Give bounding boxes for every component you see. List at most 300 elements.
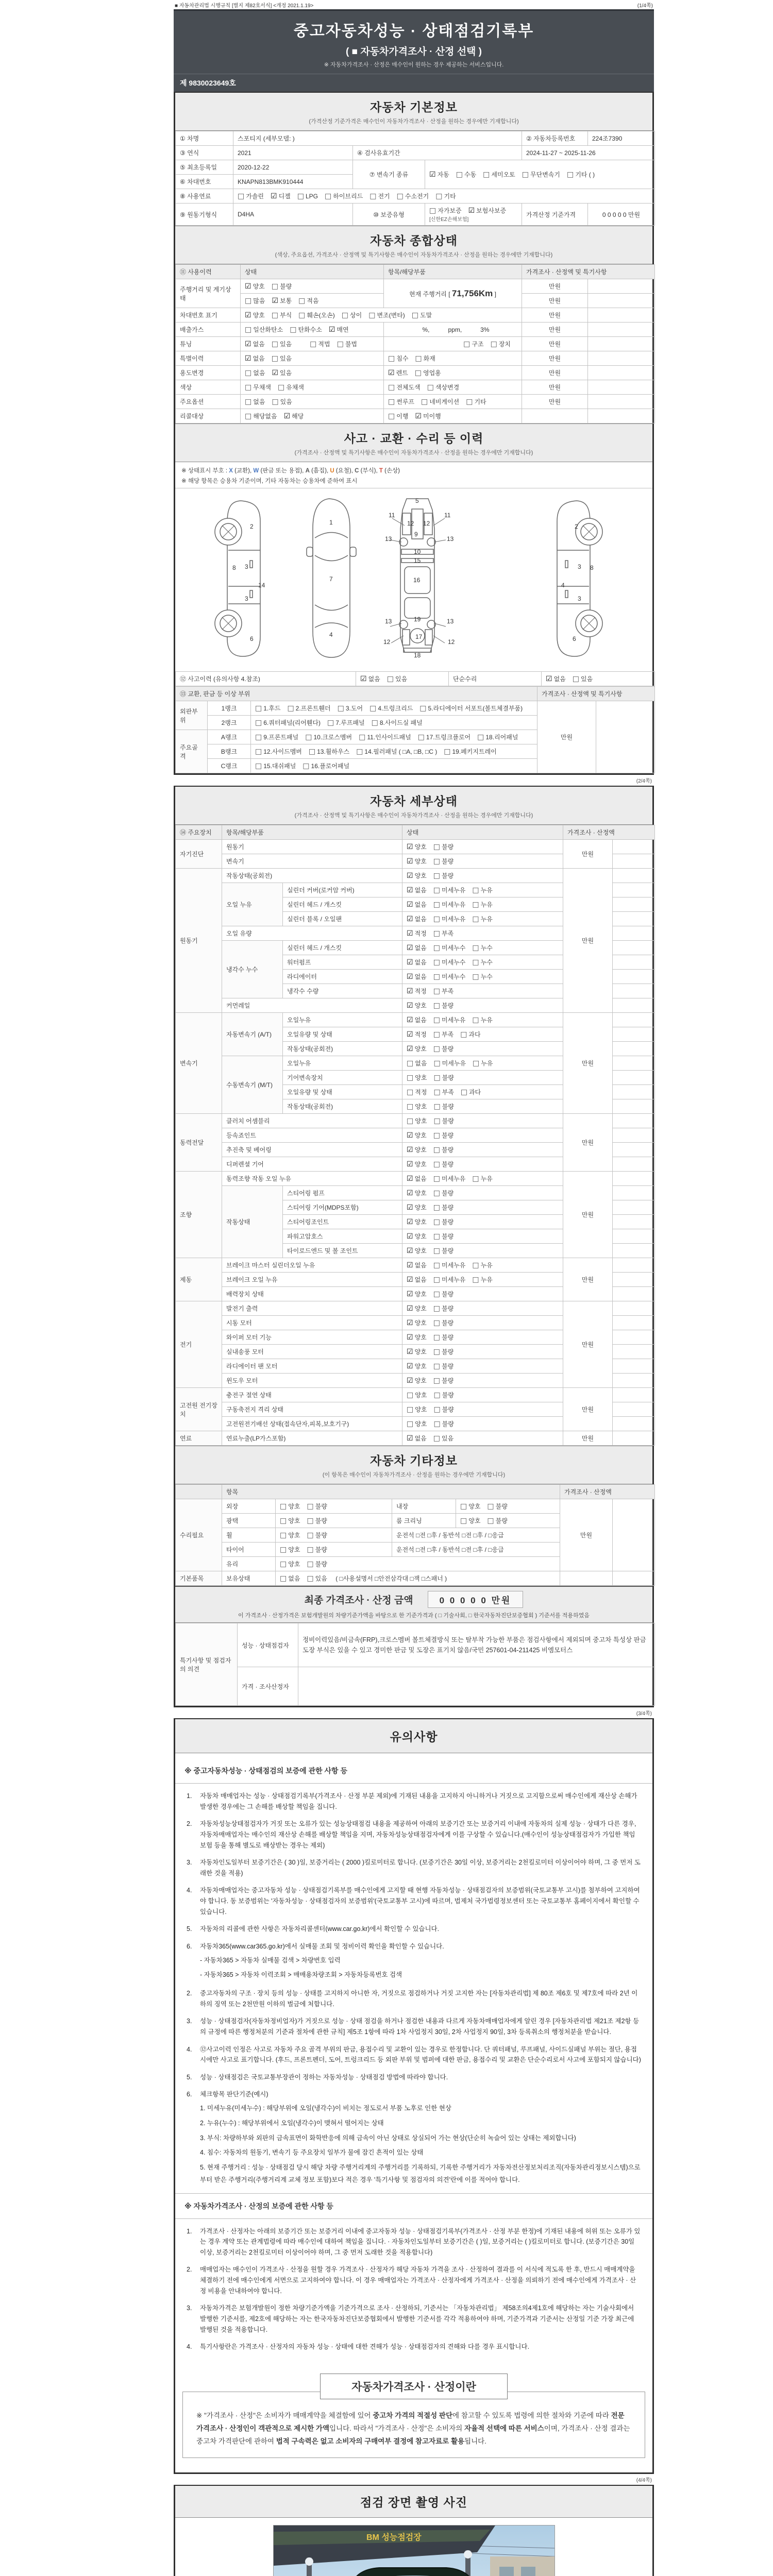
checkbox-unchecked[interactable]: □ 불량 xyxy=(433,1232,454,1241)
checkbox-unchecked[interactable]: □ 14.필러패널 ( □A, □B, □C ) xyxy=(356,748,438,756)
col-header: ⑭ 주요장치 xyxy=(176,825,222,840)
law-reference-note: ■ 자동차관리법 시행규칙 [별지 제82호서식] <개정 2021.1.19> xyxy=(175,3,314,9)
checkbox-unchecked[interactable]: □ 미세누유 xyxy=(433,1276,466,1284)
item-label: 오일유량 및 상태 xyxy=(283,1085,402,1099)
group-label: 수리필요 xyxy=(176,1499,222,1571)
item-options xyxy=(384,337,522,351)
state-options xyxy=(402,1359,563,1374)
price-cell: 만원 xyxy=(537,701,596,773)
checkbox-unchecked[interactable]: □ 미세누수 xyxy=(433,973,466,981)
checkbox-unchecked[interactable]: □ 불량 xyxy=(433,1045,454,1053)
notice-item: 3. 성능 · 상태점검자(자동차정비업자)가 거짓으로 성능 · 상태 점검을 하거나 점검한 내용과 다르게 자동차매매업자에게 알린 경우 [자동차관리법 제21조 제2항 등의 규정에 따른 행정처분의 기준과 절차에 관한 규칙] 제5조 1항에 따라 1차 사업정지 30일, 2차 사업정지 90일, 3차 등록취소의 행정처분을 받습니다. xyxy=(187,2018,640,2036)
checkbox-unchecked[interactable]: □ 불량 xyxy=(433,1420,454,1428)
checkbox-unchecked[interactable]: □ 불량 xyxy=(487,1517,508,1525)
checkbox-checked[interactable]: ☑ 있음 xyxy=(272,369,292,377)
state-options xyxy=(241,337,384,351)
checkbox-checked[interactable]: ☑ 매연 xyxy=(328,326,349,334)
checkbox-checked[interactable]: ☑ 적정 xyxy=(407,929,427,938)
price-cell: 만원 xyxy=(522,279,588,294)
checkbox-unchecked[interactable]: □ 3.도어 xyxy=(337,704,363,713)
checkbox-unchecked[interactable]: □ 7.루프패널 xyxy=(327,719,365,727)
checkbox-unchecked[interactable]: □ 미세누유 xyxy=(433,1261,466,1269)
checkbox-unchecked[interactable]: □ 불량 xyxy=(433,1002,454,1010)
state-options xyxy=(402,1143,563,1157)
checkbox-unchecked[interactable]: □ 불량 xyxy=(307,1517,327,1525)
checkbox-unchecked[interactable]: □ 부족 xyxy=(433,929,454,938)
note-cell xyxy=(613,1316,655,1330)
checkbox-unchecked[interactable]: □ 불량 xyxy=(433,1304,454,1313)
checkbox-unchecked[interactable]: □ 없음 xyxy=(245,369,265,377)
checkbox-unchecked[interactable]: □ 색상변경 xyxy=(427,383,460,392)
section-block-2 xyxy=(174,786,654,1707)
checkbox-unchecked[interactable]: □ 부족 xyxy=(433,987,454,995)
item-label: 커먼레일 xyxy=(222,998,402,1013)
checkbox-unchecked[interactable]: □ 불량 xyxy=(433,857,454,866)
state-options xyxy=(402,1374,563,1388)
checkbox-unchecked[interactable]: □ 양호 xyxy=(407,1103,427,1111)
checkbox-checked[interactable]: ☑ 양호 xyxy=(407,1131,427,1140)
note-cell xyxy=(588,323,655,337)
field-label: ⑦ 변속기 종류 xyxy=(353,160,425,189)
inspector-role-label: 성능 · 상태점검자 xyxy=(238,1623,298,1667)
note-cell xyxy=(613,1287,655,1301)
price-cell: 만원 xyxy=(563,869,613,1013)
section-block-3 xyxy=(174,1718,654,2474)
checkbox-unchecked[interactable]: □ 부족 xyxy=(433,1030,454,1039)
checkbox-unchecked[interactable]: □ 양호 xyxy=(280,1502,300,1511)
checkbox-unchecked[interactable]: □ 누유 xyxy=(472,1175,493,1183)
checkbox-unchecked[interactable]: □ 불량 xyxy=(433,1117,454,1125)
checkbox-checked[interactable]: ☑ 없음 xyxy=(407,1261,427,1269)
checkbox-checked[interactable]: ☑ 양호 xyxy=(407,1189,427,1197)
note-cell xyxy=(613,1085,655,1099)
checkbox-unchecked[interactable]: □ 불량 xyxy=(307,1560,327,1568)
checkbox-checked[interactable]: ☑ 해당 xyxy=(283,412,304,420)
checkbox-checked[interactable]: ☑ 양호 xyxy=(407,1002,427,1010)
checkbox-unchecked[interactable]: □ 2.프론트휀더 xyxy=(287,704,331,713)
checkbox-unchecked[interactable]: □ 1.후드 xyxy=(255,704,281,713)
checkbox-unchecked[interactable]: □ 불량 xyxy=(433,1074,454,1082)
checkbox-unchecked[interactable]: □ 네비게이션 xyxy=(421,398,460,406)
section-block-1 xyxy=(174,92,654,775)
checkbox-unchecked[interactable]: □ 적정 xyxy=(407,1088,427,1096)
state-options xyxy=(402,1345,563,1359)
checkbox-unchecked[interactable]: □ 불량 xyxy=(433,1218,454,1226)
checkbox-checked[interactable]: ☑ 없음 xyxy=(407,973,427,981)
checkbox-unchecked[interactable]: □ 미세누유 xyxy=(433,1175,466,1183)
checkbox-unchecked[interactable]: □ 있음 xyxy=(271,354,292,363)
checkbox-unchecked[interactable]: □ 10.크로스멤버 xyxy=(305,733,352,741)
note-cell xyxy=(613,854,655,869)
checkbox-unchecked[interactable]: □ 양호 xyxy=(407,1391,427,1399)
checkbox-unchecked[interactable]: □ 누유 xyxy=(472,1016,493,1024)
checkbox-checked[interactable]: ☑ 없음 xyxy=(407,1276,427,1284)
checkbox-checked[interactable]: ☑ 없음 xyxy=(407,1434,427,1443)
checkbox-unchecked[interactable]: □ 이행 xyxy=(388,412,409,420)
checkbox-unchecked[interactable]: □ 6.쿼터패널(리어휀다) xyxy=(255,719,321,727)
field-label: ⑨ 원동기형식 xyxy=(176,204,233,226)
row-label: 리콜대상 xyxy=(176,409,241,423)
note-cell xyxy=(613,1099,655,1114)
checkbox-checked[interactable]: ☑ 양호 xyxy=(407,872,427,880)
checkbox-checked[interactable]: ☑ 양호 xyxy=(407,1160,427,1168)
checkbox-unchecked[interactable]: □ 불량 xyxy=(433,1348,454,1356)
checkbox-checked[interactable]: ☑ 없음 xyxy=(407,1016,427,1024)
checkbox-checked[interactable]: ☑ 적정 xyxy=(407,1030,427,1039)
checkbox-unchecked[interactable]: □ 있음 xyxy=(433,1434,454,1443)
checkbox-unchecked[interactable]: □ 불량 xyxy=(271,282,292,291)
state-options xyxy=(402,1431,563,1446)
checkbox-unchecked[interactable]: □ 미세누수 xyxy=(433,958,466,967)
svg-text:14: 14 xyxy=(258,582,265,589)
checkbox-unchecked[interactable]: □ 양호 xyxy=(407,1405,427,1414)
checkbox-checked[interactable]: ☑ 없음 xyxy=(245,354,265,363)
checkbox-unchecked[interactable]: □ 훼손(오손) xyxy=(298,311,335,319)
checkbox-unchecked[interactable]: □ 화재 xyxy=(415,354,435,363)
note-cell xyxy=(588,366,655,380)
checkbox-unchecked[interactable]: □ 일산화탄소 xyxy=(245,326,283,334)
checkbox-unchecked[interactable]: □ 썬루프 xyxy=(388,398,415,406)
state-options xyxy=(276,1499,392,1514)
svg-text:13: 13 xyxy=(385,535,392,543)
checkbox-unchecked[interactable]: □ 있음 xyxy=(572,675,593,683)
checkbox-unchecked[interactable]: □ 많음 xyxy=(245,297,265,305)
item-label: 유리 xyxy=(222,1557,276,1571)
checkbox-unchecked[interactable]: □ 불량 xyxy=(433,1204,454,1212)
checkbox-unchecked[interactable]: □ 영업용 xyxy=(414,369,441,377)
note-cell xyxy=(588,279,655,294)
checkbox-checked[interactable]: ☑ 양호 xyxy=(245,311,265,319)
checkbox-unchecked[interactable]: □ 있음 xyxy=(272,398,292,406)
group-label: 연료 xyxy=(176,1431,222,1446)
checkbox-unchecked[interactable]: □ 있음 xyxy=(307,1574,327,1583)
checkbox-checked[interactable]: ☑ 양호 xyxy=(407,1290,427,1298)
first-registration-value: 2020-12-22 xyxy=(233,160,353,175)
simple-repair-options xyxy=(542,672,655,686)
price-cell: 만원 xyxy=(563,1172,613,1258)
state-options xyxy=(402,1172,563,1186)
checkbox-checked[interactable]: ☑ 없음 xyxy=(407,886,427,894)
note-cell xyxy=(613,1143,655,1157)
basic-info-header xyxy=(175,93,652,131)
wheel-position-note: 운전석 □전 □후 / 동반석 □전 □후 / □응급 xyxy=(392,1528,560,1543)
checkbox-unchecked[interactable]: □ 누유 xyxy=(473,1059,493,1067)
checkbox-unchecked[interactable]: □ 누수 xyxy=(472,944,493,952)
checkbox-unchecked[interactable]: □ 불량 xyxy=(487,1502,508,1511)
checkbox-checked[interactable]: ☑ 양호 xyxy=(407,1319,427,1327)
accident-history-options xyxy=(356,672,449,686)
state-options xyxy=(402,1229,563,1244)
checkbox-unchecked[interactable]: □ 불량 xyxy=(433,1103,454,1111)
checkbox-unchecked[interactable]: □ 없음 xyxy=(280,1574,300,1583)
state-options xyxy=(402,1316,563,1330)
note-cell xyxy=(613,1042,655,1056)
checkbox-unchecked[interactable]: □ 19.페키지트레이 xyxy=(444,748,497,756)
sub-group-label: 오일 누유 xyxy=(222,883,283,926)
item-label: 원동기 xyxy=(222,840,402,854)
checkbox-unchecked[interactable]: □ 4.트렁크리드 xyxy=(369,704,413,713)
checkbox-unchecked[interactable]: □ 양호 xyxy=(460,1502,481,1511)
checkbox-checked[interactable]: ☑ 양호 xyxy=(407,1204,427,1212)
checkbox-unchecked[interactable]: □ 양호 xyxy=(407,1074,427,1082)
item-label: 발전기 출력 xyxy=(222,1301,402,1316)
checkbox-checked[interactable]: ☑ 디젤 xyxy=(271,192,291,200)
checkbox-unchecked[interactable]: □ 상이 xyxy=(341,311,362,319)
price-cell: 만원 xyxy=(563,1431,613,1446)
item-label: 오일누유 xyxy=(283,1013,402,1027)
car-diagram xyxy=(175,488,652,671)
checkbox-unchecked[interactable]: □ 불량 xyxy=(433,1131,454,1140)
state-options xyxy=(402,1085,563,1099)
vin-value: KNAPN813BMK910444 xyxy=(233,175,353,189)
group-label: 자기진단 xyxy=(176,840,222,869)
checkbox-unchecked[interactable]: □ 불량 xyxy=(307,1546,327,1554)
checkbox-unchecked[interactable]: □ 불량 xyxy=(433,1377,454,1385)
checkbox-unchecked[interactable]: □ 침수 xyxy=(388,354,409,363)
checkbox-unchecked[interactable]: □ 미세누유 xyxy=(433,915,466,923)
price-cell: 만원 xyxy=(522,323,588,337)
state-options xyxy=(276,1557,560,1571)
state-options xyxy=(402,1215,563,1229)
checkbox-unchecked[interactable]: □ 부족 xyxy=(433,1088,454,1096)
checkbox-checked[interactable]: ☑ 양호 xyxy=(407,1218,427,1226)
item-label: 배력장치 상태 xyxy=(222,1287,402,1301)
checkbox-unchecked[interactable]: □ 미세누유 xyxy=(433,1059,466,1067)
item-label: 고전원전기배선 상태(접속단자,피복,보호기구) xyxy=(222,1417,402,1431)
checkbox-unchecked[interactable]: □ 누유 xyxy=(472,886,493,894)
note-cell xyxy=(613,1215,655,1229)
svg-text:12: 12 xyxy=(407,520,414,527)
engine-type-value: D4HA xyxy=(233,204,353,226)
checkbox-checked[interactable]: ☑ 보통 xyxy=(272,297,292,305)
page-marker-1: (1/4쪽) xyxy=(637,3,653,9)
checkbox-unchecked[interactable]: □ 없음 xyxy=(407,1059,427,1067)
checkbox-unchecked[interactable]: □ 양호 xyxy=(280,1546,300,1554)
checkbox-unchecked[interactable]: □ 없음 xyxy=(245,398,265,406)
checkbox-checked[interactable]: ☑ 없음 xyxy=(407,944,427,952)
item-label: 냉각수 수량 xyxy=(283,984,402,998)
checkbox-unchecked[interactable]: □ 13.휠하우스 xyxy=(308,748,350,756)
warranty-options xyxy=(425,204,522,226)
price-cell: 만원 xyxy=(563,1388,613,1431)
notice-subitem: 2. 누유(누수) : 해당부위에서 오일(냉각수)이 맺혀서 떨어지는 상태 xyxy=(200,2119,384,2127)
checkbox-checked[interactable]: ☑ 양호 xyxy=(407,1146,427,1154)
checkbox-checked[interactable]: ☑ 자동 xyxy=(429,171,449,179)
checkbox-unchecked[interactable]: □ 도말 xyxy=(411,311,432,319)
checkbox-unchecked[interactable]: □ 15.대쉬패널 xyxy=(255,762,296,770)
checkbox-unchecked[interactable]: □ 있음 xyxy=(271,340,292,348)
remarks-label: 특기사항 및 점검자의 의견 xyxy=(176,1623,238,1706)
checkbox-unchecked[interactable]: □ 누수 xyxy=(472,973,493,981)
checkbox-unchecked[interactable]: □ 과다 xyxy=(460,1088,481,1096)
checkbox-unchecked[interactable]: □ 12.사이드멤버 xyxy=(255,748,302,756)
checkbox-unchecked[interactable]: □ 구조 xyxy=(463,340,484,348)
item-label: 스티어링 펌프 xyxy=(283,1186,402,1200)
checkbox-checked[interactable]: ☑ 양호 xyxy=(407,1232,427,1241)
checkbox-unchecked[interactable]: □ 미세누유 xyxy=(433,901,466,909)
note-cell xyxy=(613,1571,655,1586)
checkbox-unchecked[interactable]: □ 변조(변타) xyxy=(368,311,405,319)
checkbox-unchecked[interactable]: □ 불량 xyxy=(433,1405,454,1414)
checkbox-unchecked[interactable]: □ 11.인사이드패널 xyxy=(359,733,411,741)
notice-subitem: 4. 침수: 자동차의 원동기, 변속기 등 주요장치 일부가 물에 잠긴 흔적이 있는 상태 xyxy=(200,2149,424,2157)
note-cell xyxy=(613,883,655,897)
state-options xyxy=(402,1056,563,1071)
checkbox-unchecked[interactable]: □ 가솔린 xyxy=(238,192,264,200)
checkbox-checked[interactable]: ☑ 없음 xyxy=(407,915,427,923)
note-cell xyxy=(613,1273,655,1287)
checkbox-unchecked[interactable]: □ 양호 xyxy=(280,1531,300,1539)
checkbox-unchecked[interactable]: □ 불량 xyxy=(307,1531,327,1539)
checkbox-unchecked[interactable]: □ 전기 xyxy=(369,192,390,200)
state-options xyxy=(241,294,384,308)
price-cell: 만원 xyxy=(560,1499,613,1571)
checkbox-unchecked[interactable]: □ 불량 xyxy=(433,1247,454,1255)
checkbox-unchecked[interactable]: □ LPG xyxy=(297,192,318,200)
checkbox-unchecked[interactable]: □ 있음 xyxy=(386,675,408,683)
page-marker-2: (2/4쪽) xyxy=(636,778,652,784)
checkbox-unchecked[interactable]: □ 부식 xyxy=(271,311,292,319)
price-definition-box xyxy=(182,2366,645,2458)
item-label: 보유상태 xyxy=(222,1571,276,1586)
notice-item: 6. 자동차365(www.car365.go.kr)에서 실매물 조회 및 정비이력 확인을 확인할 수 있습니다. - 자동차365 > 자동차 실매물 검색 > 차량번호 입력 - 자동차365 > 자동차 이력조회 > 매매용차량조회 > 자동차등록번호 검색 xyxy=(187,1941,641,1981)
checkbox-unchecked[interactable]: □ 탄화수소 xyxy=(290,326,322,334)
checkbox-checked[interactable]: ☑ 없음 xyxy=(407,901,427,909)
checkbox-checked[interactable]: ☑ 양호 xyxy=(407,1333,427,1342)
checkbox-unchecked[interactable]: □ 미세누수 xyxy=(433,944,466,952)
checkbox-checked[interactable]: ☑ 미이행 xyxy=(415,412,441,420)
checkbox-unchecked[interactable]: □ 18.리어패널 xyxy=(477,733,518,741)
checkbox-unchecked[interactable]: □ 누유 xyxy=(472,1276,493,1284)
checkbox-unchecked[interactable]: □ 적음 xyxy=(298,297,319,305)
checkbox-unchecked[interactable]: □ 기타 xyxy=(435,192,456,200)
svg-text:7: 7 xyxy=(329,575,333,583)
checkbox-unchecked[interactable]: □ 누유 xyxy=(472,915,493,923)
detail-table xyxy=(175,825,655,1446)
checkbox-unchecked[interactable]: □ 과다 xyxy=(460,1030,481,1039)
checkbox-checked[interactable]: ☑ 양호 xyxy=(407,1304,427,1313)
checkbox-unchecked[interactable]: □ 불량 xyxy=(433,843,454,851)
checkbox-unchecked[interactable]: □ 불량 xyxy=(433,1189,454,1197)
summary-table xyxy=(175,264,655,423)
detail-subtitle: (가격조사 · 산정액 및 특기사항은 매수인이 자동차가격조사 · 산정을 원하는 경우에만 기재합니다) xyxy=(294,812,533,819)
checkbox-checked[interactable]: ☑ 양호 xyxy=(407,1377,427,1385)
checkbox-checked[interactable]: ☑ 양호 xyxy=(407,1045,427,1053)
checkbox-unchecked[interactable]: □ 자가보증 xyxy=(429,207,462,215)
checkbox-checked[interactable]: ☑ 양호 xyxy=(407,1362,427,1370)
svg-text:4: 4 xyxy=(329,631,333,638)
checkbox-unchecked[interactable]: □ 불량 xyxy=(433,1160,454,1168)
checkbox-checked[interactable]: ☑ 양호 xyxy=(407,1247,427,1255)
checkbox-unchecked[interactable]: □ 누수 xyxy=(472,958,493,967)
checkbox-unchecked[interactable]: □ 16.플로어패널 xyxy=(303,762,350,770)
note-cell xyxy=(613,1157,655,1172)
note-cell xyxy=(613,926,655,941)
svg-text:3: 3 xyxy=(578,595,581,602)
checkbox-checked[interactable]: ☑ 없음 xyxy=(546,675,566,683)
exchange-price-header: 가격조사 · 산정액 및 특기사항 xyxy=(537,687,655,701)
item-label: 실내송풍 모터 xyxy=(222,1345,402,1359)
checkbox-unchecked[interactable]: □ 하이브리드 xyxy=(325,192,363,200)
item-label: 워터펌프 xyxy=(283,955,402,970)
notice-item: 2. 자동차성능상태점검자가 거짓 또는 오류가 있는 성능상태점검 내용을 제공하여 아래의 보증기간 또는 보증거리 이내에 자동차의 실제 성능 · 상태가 다른 경우, 자동차매매업자는 매수인의 재산상 손해를 배상할 책임을 지며, 자동차성능상태점검자에게 이를 구상할 수 있습니다.(매수인이 성능상태점검자가 가입한 책임보험 등을 통해 별도로 배상받는 경우는 제외) xyxy=(187,1820,636,1849)
checkbox-unchecked[interactable]: □ 수동 xyxy=(456,171,477,179)
checkbox-unchecked[interactable]: □ 양호 xyxy=(460,1517,481,1525)
checkbox-unchecked[interactable]: □ 기타 xyxy=(466,398,486,406)
checkbox-unchecked[interactable]: □ 불량 xyxy=(433,1319,454,1327)
checkbox-checked[interactable]: ☑ 없음 xyxy=(245,340,265,348)
state-code-legend: ※ 상태표시 부호 : X (교환), W (판금 또는 용접), A (흠집), U (요철), C (부식), T (손상) xyxy=(181,468,400,474)
checkbox-unchecked[interactable]: □ 기타 ( ) xyxy=(566,171,595,179)
checkbox-unchecked[interactable]: □ 불량 xyxy=(433,1391,454,1399)
checkbox-unchecked[interactable]: □ 수소전기 xyxy=(396,192,429,200)
svg-text:8: 8 xyxy=(590,564,594,571)
note-cell xyxy=(613,1071,655,1085)
state-options xyxy=(402,998,563,1013)
checkbox-unchecked[interactable]: □ 미세누유 xyxy=(433,886,466,894)
checkbox-checked[interactable]: ☑ 없음 xyxy=(407,1175,427,1183)
checkbox-unchecked[interactable]: □ 양호 xyxy=(280,1560,300,1568)
checkbox-unchecked[interactable]: □ 8.사이드실 패널 xyxy=(371,719,423,727)
checkbox-unchecked[interactable]: □ 누유 xyxy=(472,901,493,909)
checkbox-checked[interactable]: ☑ 보험사보증 xyxy=(468,207,507,215)
checkbox-unchecked[interactable]: □ 양호 xyxy=(280,1517,300,1525)
checkbox-unchecked[interactable]: □ 전체도색 xyxy=(388,383,421,392)
checkbox-unchecked[interactable]: □ 무단변속기 xyxy=(522,171,560,179)
row-label: 용도변경 xyxy=(176,366,241,380)
car-name-value: 스포티지 (세부모델: ) xyxy=(233,131,522,146)
checkbox-unchecked[interactable]: □ 미세누유 xyxy=(433,1016,466,1024)
checkbox-unchecked[interactable]: □ 불법 xyxy=(337,340,358,348)
checkbox-checked[interactable]: ☑ 렌트 xyxy=(388,369,408,377)
item-label: 라디에이터 xyxy=(283,970,402,984)
checkbox-checked[interactable]: ☑ 없음 xyxy=(407,958,427,967)
checkbox-unchecked[interactable]: □ 양호 xyxy=(407,1420,427,1428)
misc-subtitle: (이 항목은 매수인이 자동차가격조사 · 산정을 원하는 경우에만 기재합니다) xyxy=(322,1472,506,1478)
checkbox-unchecked[interactable]: □ 해당없음 xyxy=(245,412,277,420)
checkbox-checked[interactable]: ☑ 양호 xyxy=(407,857,427,866)
checkbox-checked[interactable]: ☑ 적정 xyxy=(407,987,427,995)
checkbox-checked[interactable]: ☑ 양호 xyxy=(407,1348,427,1356)
checkbox-unchecked[interactable]: □ 불량 xyxy=(433,1290,454,1298)
checkbox-checked[interactable]: ☑ 없음 xyxy=(360,675,380,683)
checkbox-unchecked[interactable]: □ 불량 xyxy=(307,1502,327,1511)
checkbox-unchecked[interactable]: □ 불량 xyxy=(433,1362,454,1370)
note-cell xyxy=(613,1499,655,1571)
checkbox-unchecked[interactable]: □ 장치 xyxy=(490,340,511,348)
checkbox-unchecked[interactable]: □ 불량 xyxy=(433,872,454,880)
checkbox-unchecked[interactable]: □ 양호 xyxy=(407,1117,427,1125)
checkbox-unchecked[interactable]: □ 무채색 xyxy=(245,383,272,392)
svg-text:6: 6 xyxy=(250,635,254,642)
checkbox-unchecked[interactable]: □ 적법 xyxy=(310,340,330,348)
checkbox-checked[interactable]: ☑ 양호 xyxy=(407,843,427,851)
checkbox-checked[interactable]: ☑ 양호 xyxy=(245,282,265,291)
checkbox-unchecked[interactable]: □ 누유 xyxy=(472,1261,493,1269)
checkbox-unchecked[interactable]: □ 5.라디에이터 서포트(볼트체결부품) xyxy=(419,704,523,713)
checkbox-unchecked[interactable]: □ 불량 xyxy=(433,1333,454,1342)
checkbox-unchecked[interactable]: □ 9.프론트패널 xyxy=(255,733,299,741)
note-cell xyxy=(588,294,655,308)
note-cell xyxy=(613,1258,655,1273)
checkbox-unchecked[interactable]: □ 불량 xyxy=(433,1146,454,1154)
svg-text:13: 13 xyxy=(385,618,392,625)
checkbox-unchecked[interactable]: □ 17.트렁크플로어 xyxy=(417,733,471,741)
inspection-photo-front xyxy=(273,2525,555,2576)
checkbox-unchecked[interactable]: □ 유채색 xyxy=(278,383,305,392)
checkbox-unchecked[interactable]: □ 세미오토 xyxy=(483,171,515,179)
note-cell xyxy=(588,337,655,351)
